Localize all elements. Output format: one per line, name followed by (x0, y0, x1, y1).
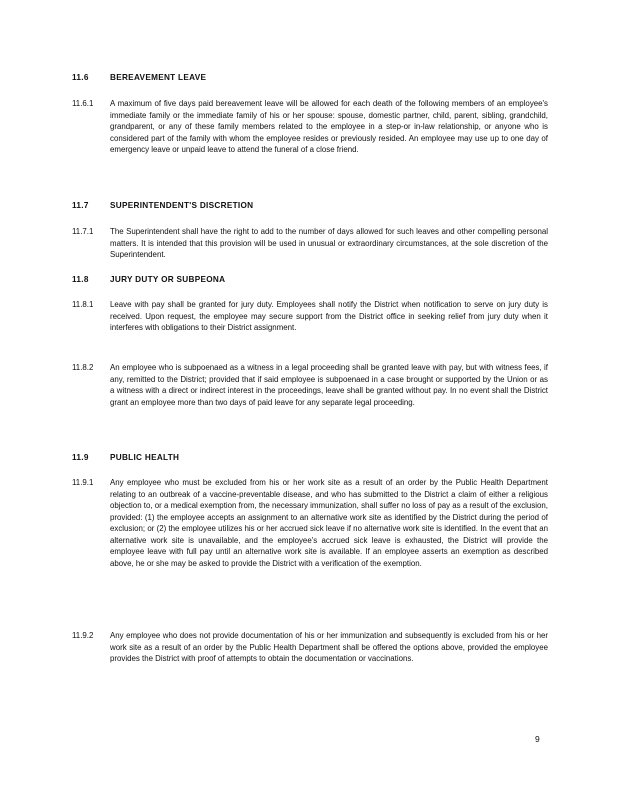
section-number: 11.8 (72, 275, 89, 284)
clause-number: 11.9.2 (72, 631, 94, 640)
page-number: 9 (535, 734, 540, 744)
clause-11-8-1 (72, 299, 548, 334)
clause-number: 11.8.1 (72, 300, 94, 309)
section-title: PUBLIC HEALTH (110, 453, 180, 462)
clause-11-7-1 (72, 226, 548, 261)
clause-11-6-1 (72, 98, 548, 156)
clause-text: A maximum of five days paid bereavement leave will be allowed for each death of the following members of an employee's immediate family or the immediate family of his or her spouse: spouse, domestic partner, child, parent, sibling, grandchild, grandparent, or any of these family members related to the employee in a step-or in-law relationship, or anyone who is considered part of the family with whom the employee resides or previously resided. An employee may use up to one day of emergency leave or unpaid leave to attend the funeral of a close friend. (110, 99, 548, 154)
clause-text: The Superintendent shall have the right to add to the number of days allowed for such leaves and other compelling personal matters. It is intended that this provision will be used in unusual or extraordinary circumstances, at the sole discretion of the Superintendent. (110, 227, 548, 259)
clause-text: Any employee who does not provide documentation of his or her immunization and subsequently is excluded from his or her work site as a result of an order by the Public Health Department shall be offered the options above, provided the employee provides the District with proof of attempts to obtain the documentation or vaccinations. (110, 631, 548, 663)
clause-text: Any employee who must be excluded from his or her work site as a result of an order by the Public Health Department relating to an outbreak of a vaccine-preventable disease, and who has submitted to the District a claim of either a religious objection to, or a medical exemption from, the necessary immunization, shall suffer no loss of pay as a result of the exclusion, provided: (1) the employee accepts an assignment to an alternative work site as identified by the District during the period of exclusion; or (2) the employee utilizes his or her accrued sick leave if no alternative work site is identified. In the event that an alternative work site is unavailable, and the employee's accrued sick leave is exhausted, the District will provide the employee leave with full pay until an alternative work site is available. If an employee asserts an exemption as described above, he or she may be asked to provide the District with a verification of the exemption. (110, 478, 548, 568)
section-heading-11-8 (72, 275, 548, 284)
section-title: SUPERINTENDENT'S DISCRETION (110, 201, 254, 210)
section-title: JURY DUTY OR SUBPEONA (110, 275, 226, 284)
section-number: 11.9 (72, 453, 89, 462)
clause-11-8-2 (72, 362, 548, 408)
clause-number: 11.7.1 (72, 227, 94, 236)
clause-text: An employee who is subpoenaed as a witness in a legal proceeding shall be granted leave with pay, but with witness fees, if any, remitted to the District; provided that if said employee is subpoenaed in a case brought or supported by the Union or as a witness with a direct or indirect interest in the proceedings, leave shall be granted without pay. In no event shall the District grant an employee more than two days of paid leave for any separate legal proceeding. (110, 363, 548, 407)
clause-number: 11.9.1 (72, 478, 94, 487)
clause-number: 11.6.1 (72, 99, 94, 108)
clause-11-9-2 (72, 630, 548, 665)
section-number: 11.7 (72, 201, 89, 210)
section-title: BEREAVEMENT LEAVE (110, 73, 207, 82)
section-number: 11.6 (72, 73, 89, 82)
section-heading-11-9 (72, 453, 548, 462)
section-heading-11-6 (72, 73, 548, 82)
clause-number: 11.8.2 (72, 363, 94, 372)
section-heading-11-7 (72, 201, 548, 210)
clause-text: Leave with pay shall be granted for jury duty. Employees shall notify the District when notification to serve on jury duty is received. Upon request, the employee may secure support from the District office in seeking relief from jury duty when it interferes with obligations to their District assignment. (110, 300, 548, 332)
clause-11-9-1 (72, 477, 548, 569)
